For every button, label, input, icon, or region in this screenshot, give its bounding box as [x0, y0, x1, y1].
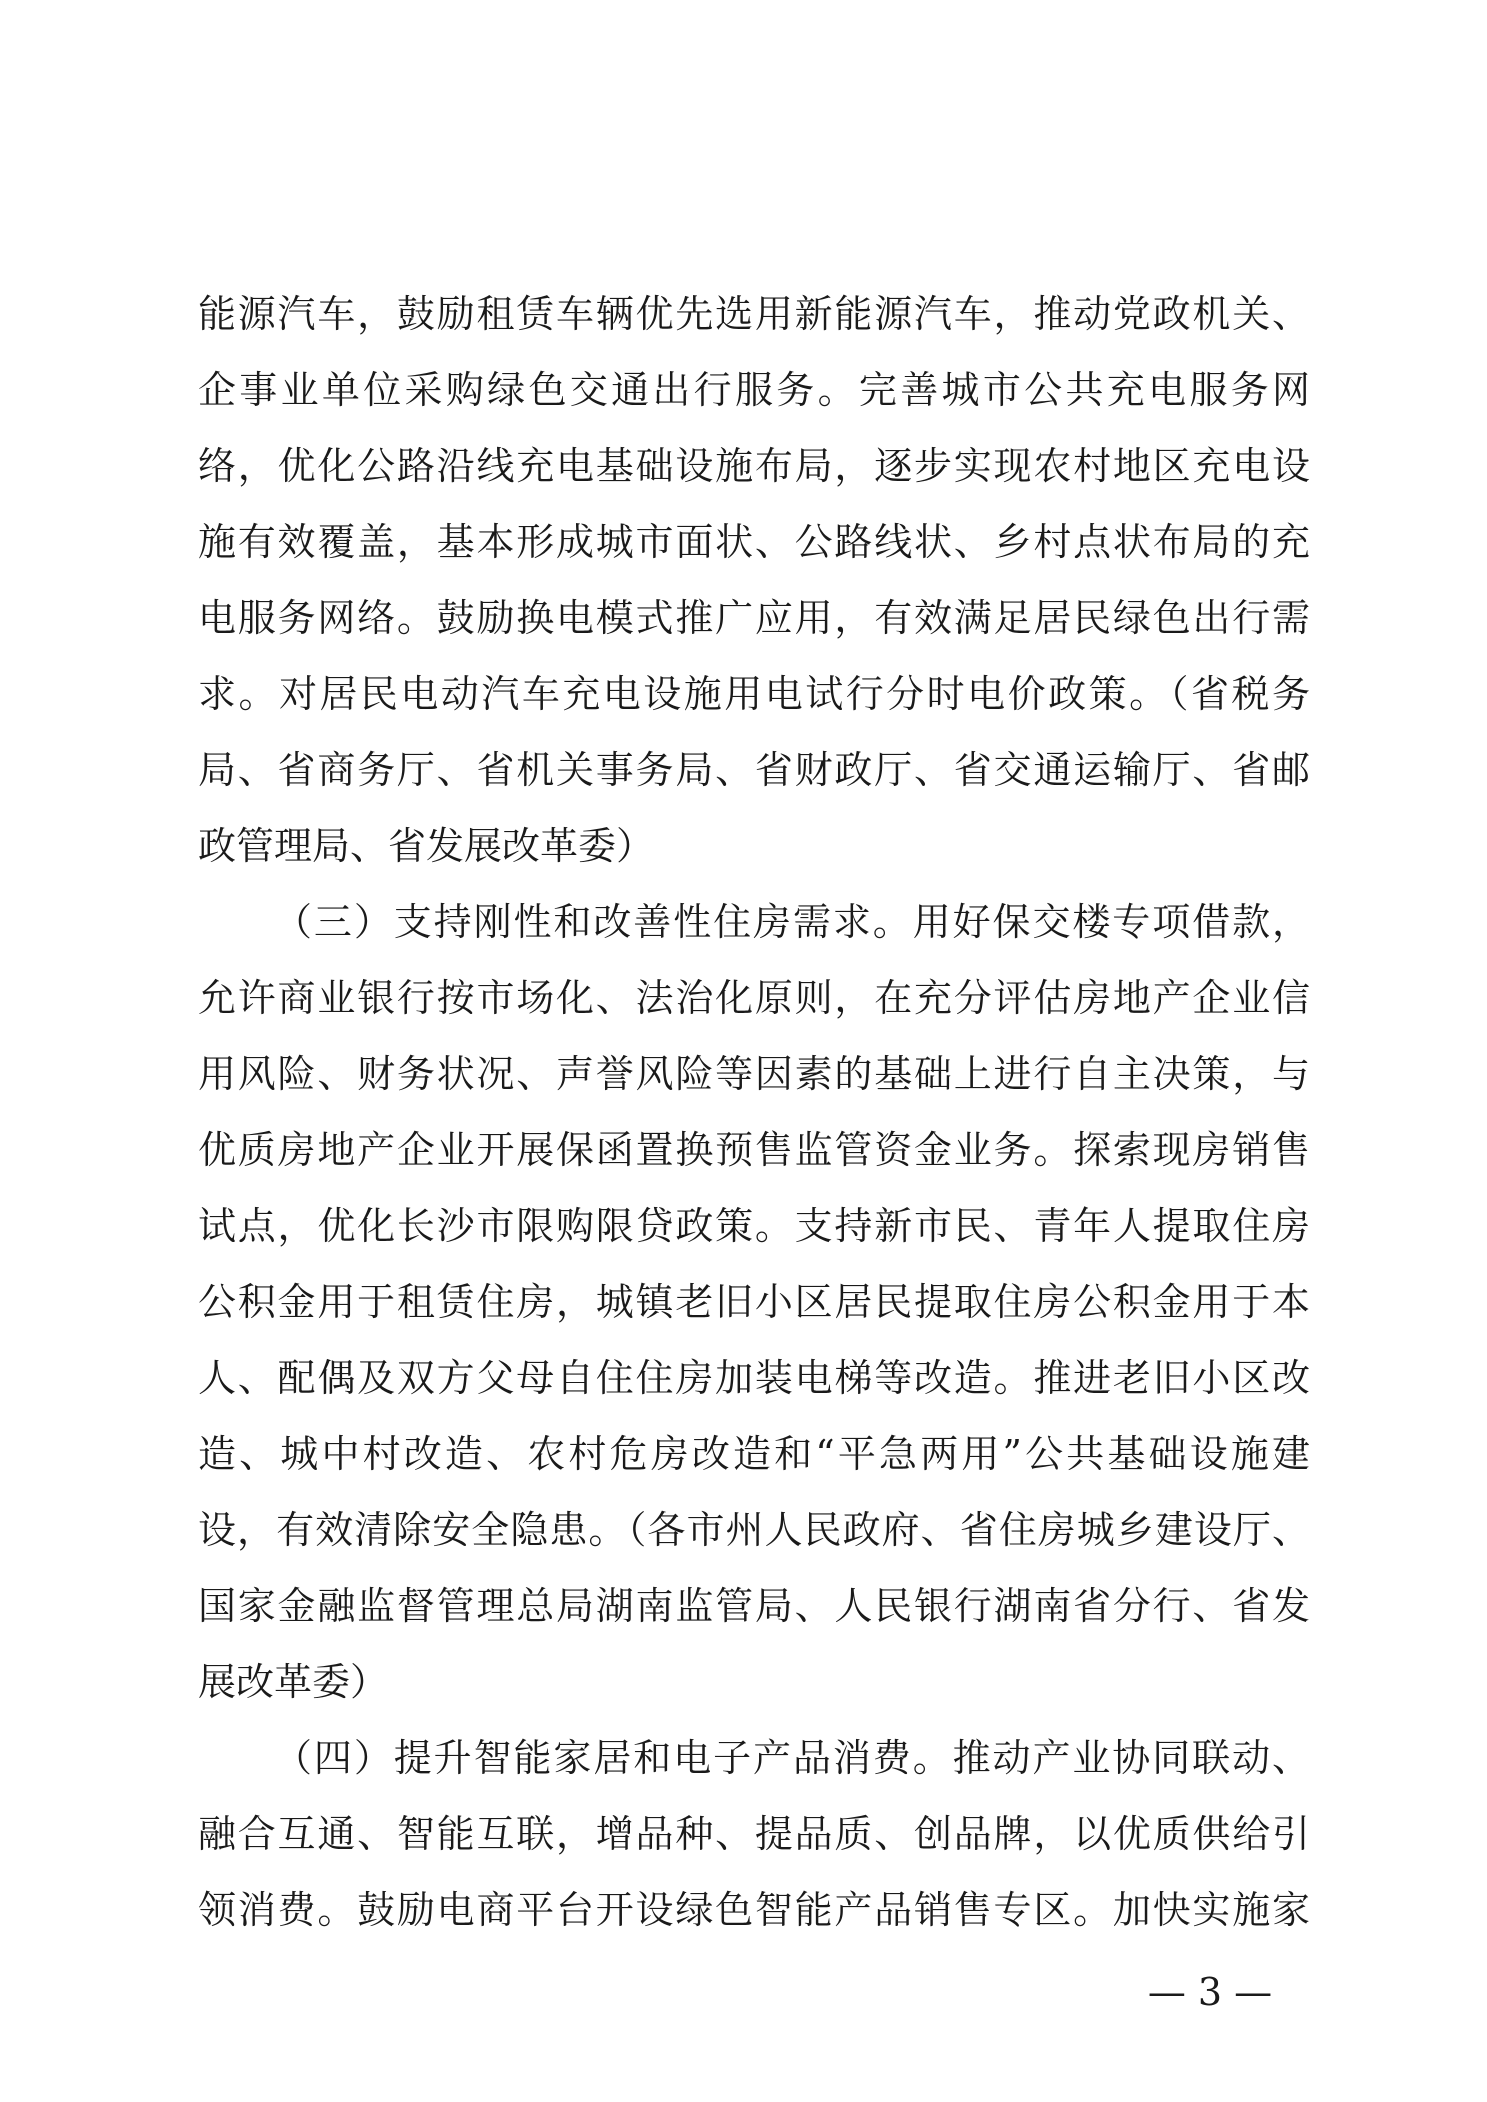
text-line: 设，有效清除安全隐患。（各市州人民政府、省住房城乡建设厅、	[198, 1508, 1310, 1552]
text-line: 企事业单位采购绿色交通出行服务。完善城市公共充电服务网	[198, 368, 1310, 412]
text-line: 领消费。鼓励电商平台开设绿色智能产品销售专区。加快实施家	[198, 1888, 1310, 1932]
text-line: 人、配偶及双方父母自住住房加装电梯等改造。推进老旧小区改	[198, 1356, 1310, 1400]
section-heading-line: （三）支持刚性和改善性住房需求。用好保交楼专项借款，	[274, 900, 1310, 944]
document-body	[198, 276, 1310, 1948]
text-line: 求。对居民电动汽车充电设施用电试行分时电价政策。（省税务	[198, 672, 1310, 716]
text-line: 试点，优化长沙市限购限贷政策。支持新市民、青年人提取住房	[198, 1204, 1310, 1248]
text-line: 用风险、财务状况、声誉风险等因素的基础上进行自主决策，与	[198, 1052, 1310, 1096]
text-line: 优质房地产企业开展保函置换预售监管资金业务。探索现房销售	[198, 1128, 1310, 1172]
text-line: 展改革委）	[198, 1660, 389, 1704]
text-line: 允许商业银行按市场化、法治化原则，在充分评估房地产企业信	[198, 976, 1310, 1020]
text-line: 国家金融监督管理总局湖南监管局、人民银行湖南省分行、省发	[198, 1584, 1310, 1628]
text-line: 造、城中村改造、农村危房改造和“平急两用”公共基础设施建	[198, 1432, 1310, 1476]
text-line: 局、省商务厅、省机关事务局、省财政厅、省交通运输厅、省邮	[198, 748, 1310, 792]
text-line: 电服务网络。鼓励换电模式推广应用，有效满足居民绿色出行需	[198, 596, 1310, 640]
text-line: 络，优化公路沿线充电基础设施布局，逐步实现农村地区充电设	[198, 444, 1310, 488]
text-line: 融合互通、智能互联，增品种、提品质、创品牌，以优质供给引	[198, 1812, 1310, 1856]
section-heading-line: （四）提升智能家居和电子产品消费。推动产业协同联动、	[274, 1736, 1310, 1780]
text-line: 政管理局、省发展改革委）	[198, 824, 655, 868]
text-line: 公积金用于租赁住房，城镇老旧小区居民提取住房公积金用于本	[198, 1280, 1310, 1324]
text-line: 施有效覆盖，基本形成城市面状、公路线状、乡村点状布局的充	[198, 520, 1310, 564]
page-number: — 3 —	[1147, 1970, 1273, 2014]
text-line: 能源汽车，鼓励租赁车辆优先选用新能源汽车，推动党政机关、	[198, 292, 1310, 336]
